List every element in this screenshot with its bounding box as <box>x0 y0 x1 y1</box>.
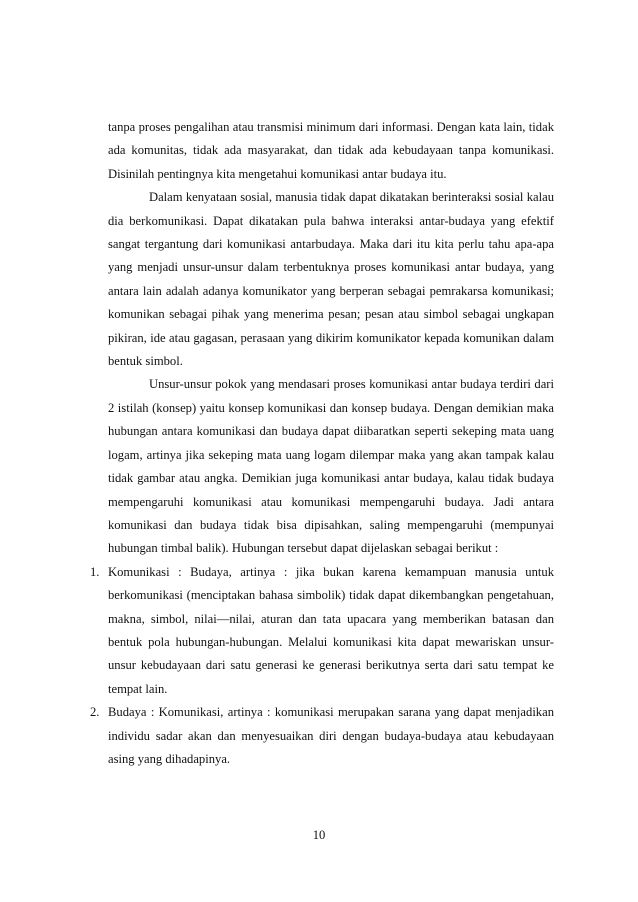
paragraph-1: tanpa proses pengalihan atau transmisi minimum dari informasi. Dengan kata lain, tidak ada komunitas, tidak ada masyarakat, dan tidak ada kebudayaan tanpa komunikasi. Disinilah pentingnya kita mengetahui komunikasi antar budaya itu. <box>108 120 554 181</box>
page-number: 10 <box>312 828 326 842</box>
paragraph-3: Unsur-unsur pokok yang mendasari proses komunikasi antar budaya terdiri dari 2 istilah (konsep) yaitu konsep komunikasi dan konsep budaya. Dengan demikian maka hubungan antara komunikasi dan budaya dapat diibaratkan seperti sekeping mata uang logam, artinya jika sekeping mata uang logam dilempar maka yang akan tampak kalau tidak gambar atau angka. Demikian juga komunikasi antar budaya, kalau tidak budaya mempengaruhi komunikasi atau komunikasi mempengaruhi budaya. Jadi antara komunikasi dan budaya tidak bisa dipisahkan, saling mempengaruhi (mempunyai hubungan timbal balik). Hubungan tersebut dapat dijelaskan sebagai berikut : <box>108 377 554 556</box>
list-item <box>90 701 554 771</box>
list-item-text: Komunikasi : Budaya, artinya : jika bukan karena kemampuan manusia untuk berkomunikasi (menciptakan bahasa simbolik) tidak dapat dikembangkan pengetahuan, makna, simbol, nilai—nilai, aturan dan tata upacara yang memberikan batasan dan bentuk pola hubungan-hubungan. Melalui komunikasi kita dapat mewariskan unsur-unsur kebudayaan dari satu generasi ke generasi berikutnya serta dari satu tempat ke tempat lain. <box>108 564 554 696</box>
list-item-text: Budaya : Komunikasi, artinya : komunikasi merupakan sarana yang dapat menjadikan individu sadar akan dan menyesuaikan diri dengan budaya-budaya atau kebudayaan asing yang dihadapinya. <box>108 705 554 766</box>
list-item-number: 2. <box>90 705 100 720</box>
list-item-number: 1. <box>90 564 100 579</box>
paragraph-2: Dalam kenyataan sosial, manusia tidak dapat dikatakan berinteraksi sosial kalau dia berkomunikasi. Dapat dikatakan pula bahwa interaksi antar-budaya yang efektif sangat tergantung dari komunikasi antarbudaya. Maka dari itu kita perlu tahu apa-apa yang menjadi unsur-unsur dalam terbentuknya proses komunikasi antar budaya, yang antara lain adalah adanya komunikator yang berperan sebagai pemrakarsa komunikasi; komunikan sebagai pihak yang menerima pesan; pesan atau simbol sebagai ungkapan pikiran, ide atau gagasan, perasaan yang dikirim komunikator kepada komunikan dalam bentuk simbol. <box>108 190 554 369</box>
numbered-list <box>90 561 554 772</box>
list-item <box>90 561 554 701</box>
page-body <box>90 116 554 771</box>
